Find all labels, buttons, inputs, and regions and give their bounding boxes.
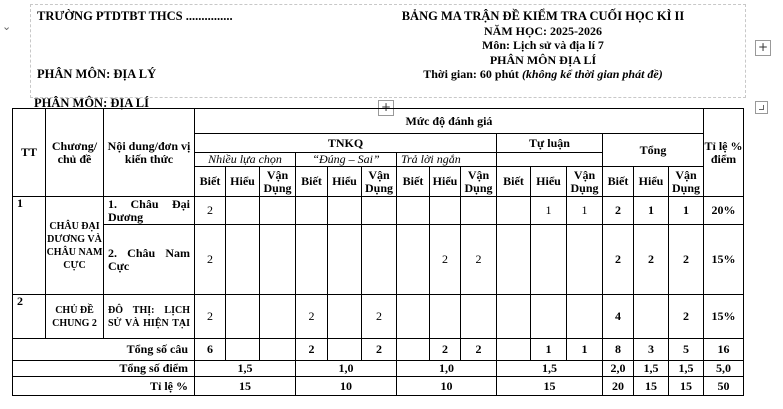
cell: 50 <box>704 377 744 396</box>
total-questions-label: Tổng số câu <box>13 339 195 361</box>
row-noidung: ĐÔ THỊ: LỊCH SỬ VÀ HIỆN TẠI <box>104 295 195 339</box>
cell: 1 <box>634 197 669 225</box>
col-tt-header: TT <box>13 109 46 197</box>
cell: 2 <box>669 295 704 339</box>
cell: 2 <box>195 295 226 339</box>
cell <box>260 295 296 339</box>
cell: 2 <box>603 197 634 225</box>
subject-below: PHÂN MÔN: ĐỊA LÍ <box>34 96 149 110</box>
time-info <box>361 67 725 82</box>
cell <box>260 339 296 361</box>
school-name: TRƯỜNG PTDTBT THCS ............... <box>37 9 233 23</box>
exam-info <box>361 9 725 82</box>
row-tt: 2 <box>13 295 46 339</box>
subject-name: Môn: Lịch sử và địa lí 7 <box>482 38 604 52</box>
total-points-label: Tổng số điểm <box>13 361 195 377</box>
row-noidung: 1. Châu Đại Dương <box>104 197 195 225</box>
cell <box>397 295 430 339</box>
cell: 2 <box>461 225 497 295</box>
col-noidung-header: Nội dung/đơn vị kiến thức <box>104 109 195 197</box>
cell: 1,5 <box>669 361 704 377</box>
add-column-plus-icon[interactable]: + <box>378 100 394 116</box>
cell: 1 <box>567 339 603 361</box>
level-hieu: Hiểu <box>226 167 260 197</box>
level-biet: Biết <box>397 167 430 197</box>
cell: 1 <box>531 197 567 225</box>
level-hieu: Hiểu <box>531 167 567 197</box>
cell <box>461 295 497 339</box>
document-header <box>30 4 746 98</box>
cell <box>296 225 328 295</box>
level-van-dung: Vận Dụng <box>362 167 397 197</box>
table-resize-handle-icon[interactable] <box>755 101 768 114</box>
cell: 15 <box>195 377 296 396</box>
school-year: NĂM HỌC: 2025-2026 <box>484 23 602 38</box>
level-van-dung: Vận Dụng <box>461 167 497 197</box>
cell: 4 <box>603 295 634 339</box>
cell <box>497 197 531 225</box>
level-van-dung: Vận Dụng <box>567 167 603 197</box>
cell: 5 <box>669 339 704 361</box>
cell: 8 <box>603 339 634 361</box>
cell: 2 <box>362 295 397 339</box>
cell <box>634 295 669 339</box>
cell <box>328 197 362 225</box>
ratio-row <box>13 377 744 396</box>
table-row <box>13 295 744 339</box>
cell: 1,0 <box>397 361 497 377</box>
level-hieu: Hiểu <box>430 167 461 197</box>
cell: 10 <box>397 377 497 396</box>
cell: 2 <box>430 225 461 295</box>
cell <box>430 295 461 339</box>
doc-title: BẢNG MA TRẬN ĐỀ KIỂM TRA CUỐI HỌC KÌ II <box>401 9 685 23</box>
cell <box>497 225 531 295</box>
cell: 1,5 <box>497 361 603 377</box>
cell: 3 <box>634 339 669 361</box>
row-chuong: CHÂU ĐẠI DƯƠNG VÀ CHÂU NAM CỰC <box>46 197 104 295</box>
cell <box>362 225 397 295</box>
nhieu-lua-chon-header: Nhiều lựa chọn <box>195 153 296 167</box>
tong-header: Tổng <box>603 134 704 167</box>
cell: 1,5 <box>195 361 296 377</box>
assessment-matrix-table <box>12 108 744 396</box>
row-chuong: CHỦ ĐỀ CHUNG 2 <box>46 295 104 339</box>
cell: 15% <box>704 295 744 339</box>
level-hieu: Hiểu <box>634 167 669 197</box>
cell <box>260 225 296 295</box>
cell: 2 <box>195 225 226 295</box>
cell: 2 <box>669 225 704 295</box>
tuluan-blank <box>497 153 603 167</box>
cell <box>362 197 397 225</box>
dung-sai-header: “Đúng – Sai” <box>296 153 397 167</box>
cell: 6 <box>195 339 226 361</box>
row-tt: 1 <box>13 197 46 295</box>
level-van-dung: Vận Dụng <box>669 167 704 197</box>
tnkq-header: TNKQ <box>195 134 497 153</box>
cell: 1 <box>531 339 567 361</box>
cell: 2 <box>461 339 497 361</box>
cell <box>567 295 603 339</box>
cell <box>328 295 362 339</box>
cell <box>226 225 260 295</box>
cell: 1 <box>669 197 704 225</box>
level-hieu: Hiểu <box>328 167 362 197</box>
cell: 16 <box>704 339 744 361</box>
table-row <box>13 197 744 225</box>
cell: 15% <box>704 225 744 295</box>
tra-loi-ngan-header: Trả lời ngắn <box>397 153 497 167</box>
tuluan-header: Tự luận <box>497 134 603 153</box>
cell: 2 <box>195 197 226 225</box>
time-label: Thời gian: 60 phút <box>423 67 519 81</box>
header-row-1 <box>13 109 744 134</box>
subject-part: PHÂN MÔN ĐỊA LÍ <box>489 52 597 67</box>
subject-left: PHÂN MÔN: ĐỊA LÝ <box>37 67 157 81</box>
cell <box>226 339 260 361</box>
level-biet: Biết <box>603 167 634 197</box>
cell <box>531 295 567 339</box>
cell <box>226 197 260 225</box>
cell <box>397 225 430 295</box>
cell: 2 <box>296 295 328 339</box>
table-row <box>13 225 744 295</box>
row-noidung: 2. Châu Nam Cực <box>104 225 195 295</box>
cell: 2 <box>634 225 669 295</box>
cell: 15 <box>634 377 669 396</box>
cell: 5,0 <box>704 361 744 377</box>
cell: 10 <box>296 377 397 396</box>
add-row-plus-icon[interactable]: + <box>755 40 771 56</box>
total-points-row <box>13 361 744 377</box>
cell: 2 <box>430 339 461 361</box>
cell <box>296 197 328 225</box>
collapse-chevron-icon[interactable]: ⌄ <box>2 20 12 33</box>
cell: 2 <box>296 339 328 361</box>
cell: 20 <box>603 377 634 396</box>
level-biet: Biết <box>296 167 328 197</box>
time-note: (không kể thời gian phát đề) <box>521 67 663 81</box>
cell <box>430 197 461 225</box>
cell <box>531 225 567 295</box>
ratio-label: Tỉ lệ % <box>13 377 195 396</box>
cell: 1,5 <box>634 361 669 377</box>
cell: 20% <box>704 197 744 225</box>
cell <box>328 225 362 295</box>
total-questions-row <box>13 339 744 361</box>
cell <box>397 197 430 225</box>
cell: 2,0 <box>603 361 634 377</box>
cell <box>226 295 260 339</box>
cell <box>567 225 603 295</box>
cell <box>260 197 296 225</box>
cell <box>497 339 531 361</box>
cell: 2 <box>603 225 634 295</box>
cell <box>497 295 531 339</box>
cell: 2 <box>362 339 397 361</box>
cell: 15 <box>669 377 704 396</box>
cell: 1 <box>567 197 603 225</box>
cell: 15 <box>497 377 603 396</box>
cell <box>397 339 430 361</box>
muc-do-header: Mức độ đánh giá <box>195 109 704 134</box>
cell: 1,0 <box>296 361 397 377</box>
cell <box>328 339 362 361</box>
level-van-dung: Vận Dụng <box>260 167 296 197</box>
level-biet: Biết <box>497 167 531 197</box>
cell <box>461 197 497 225</box>
col-tile-header: Tỉ lệ % điểm <box>704 109 744 197</box>
col-chuong-header: Chương/ chủ đề <box>46 109 104 197</box>
level-biet: Biết <box>195 167 226 197</box>
